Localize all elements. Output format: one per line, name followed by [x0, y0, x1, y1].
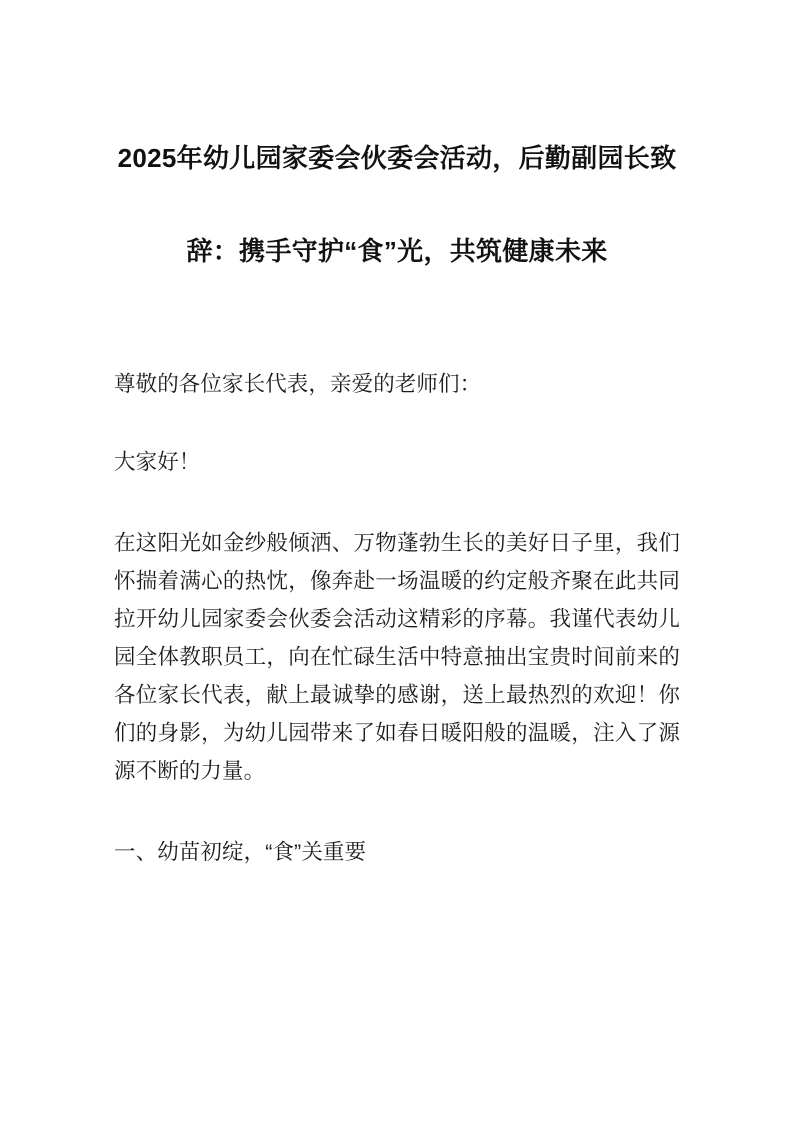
- paragraph-salutation: 尊敬的各位家长代表，亲爱的老师们：: [114, 372, 482, 396]
- paragraph-introduction: 在这阳光如金纱般倾洒、万物蓬勃生长的美好日子里，我们怀揣着满心的热忱，像奔赴一场温暖的约定般齐聚在此共同拉开幼儿园家委会伙委会活动这精彩的序幕。我谨代表幼儿园全体教职员工，向在忙碌生活中特意抽出宝贵时间前来的各位家长代表，献上最诚挚的感谢，送上最热烈的欢迎！你们的身影，为幼儿园带来了如春日暖阳般的温暖，注入了源源不断的力量。: [114, 531, 680, 783]
- paragraph-greeting: 大家好！: [114, 450, 201, 474]
- document-title: 2025年幼儿园家委会伙委会活动，后勤副园长致辞：携手守护“食”光，共筑健康未来: [117, 143, 677, 266]
- section-heading-one: 一、幼苗初绽，“食”关重要: [114, 840, 367, 864]
- document-content-column: [114, 0, 680, 871]
